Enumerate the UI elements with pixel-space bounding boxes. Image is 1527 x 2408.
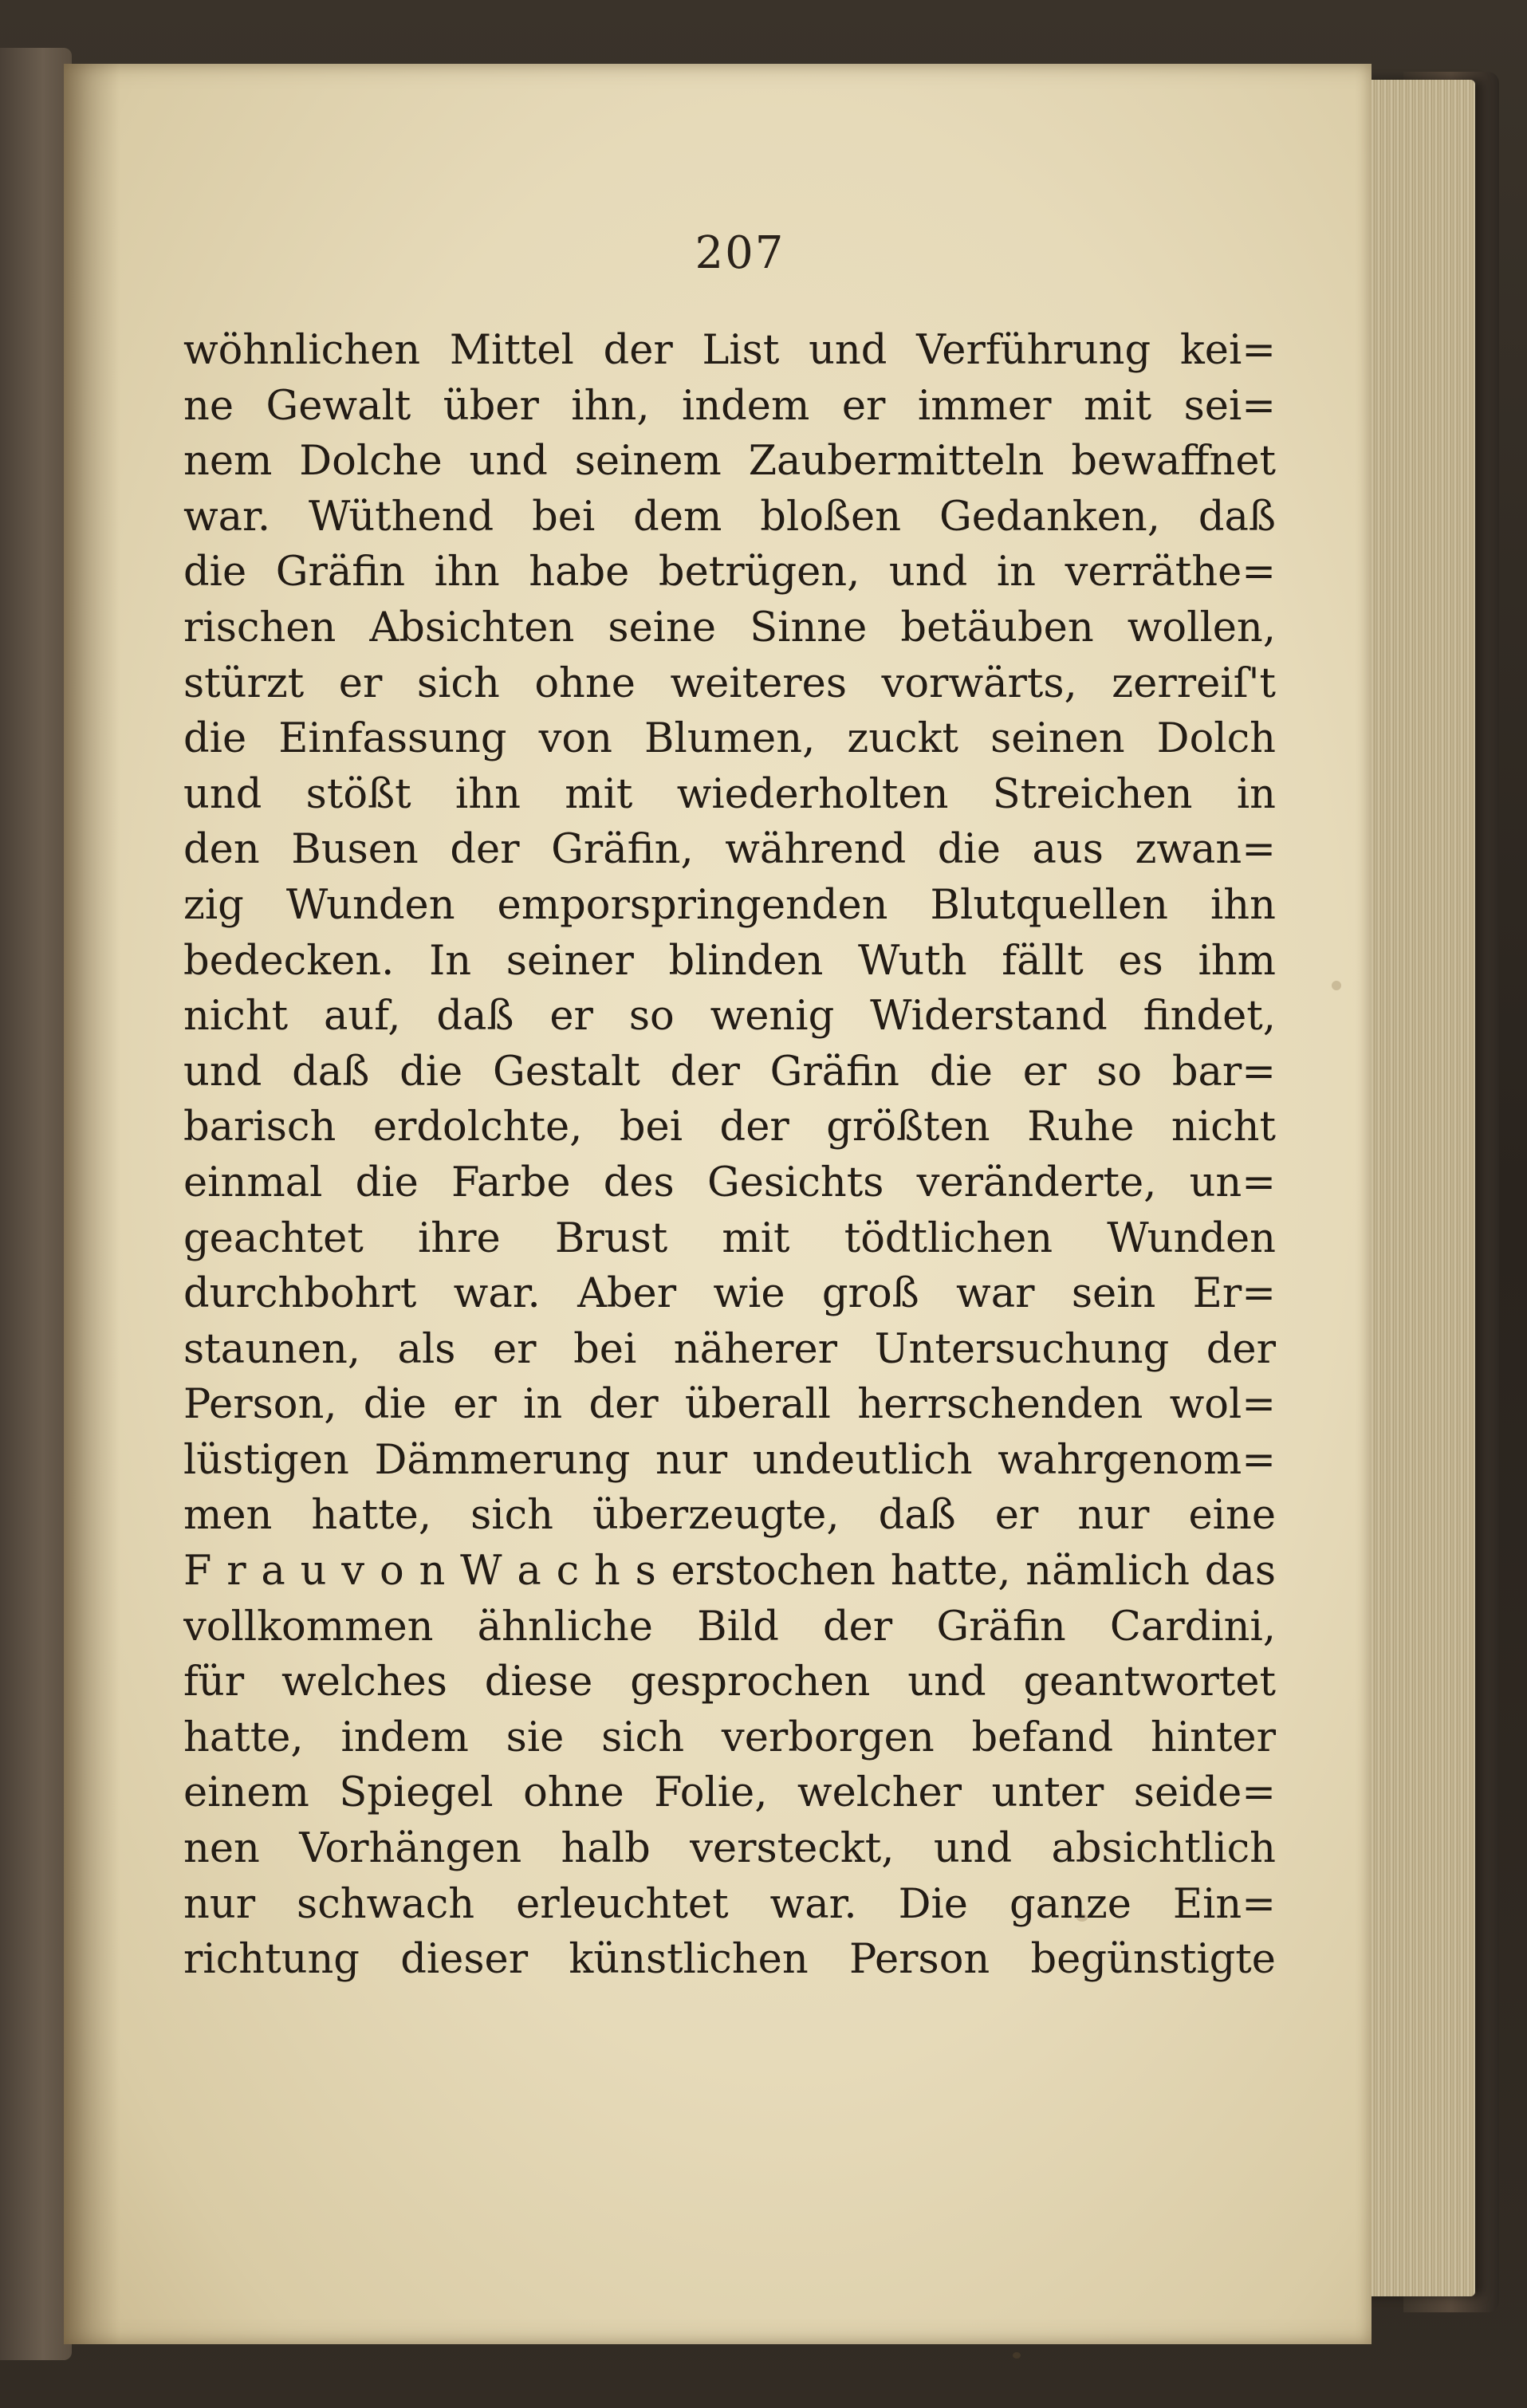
foxing-speck bbox=[1013, 2352, 1021, 2359]
text-line: richtung dieser künstlichen Person begünstigte bbox=[183, 1936, 1276, 1984]
text-line: stürzt er sich ohne weiteres vorwärts, zerreiſ't bbox=[183, 659, 1276, 707]
text-line: und daß die Gestalt der Gräfin die er so bar= bbox=[183, 1048, 1276, 1096]
text-line: den Busen der Gräfin, während die aus zwan= bbox=[183, 826, 1276, 874]
text-line: Person, die er in der überall herrschenden wol= bbox=[183, 1381, 1276, 1429]
text-line: lüstigen Dämmerung nur undeutlich wahrgenom= bbox=[183, 1436, 1276, 1484]
text-line: die Einfassung von Blumen, zuckt seinen Dolch bbox=[183, 715, 1276, 763]
book-spine-board bbox=[0, 48, 72, 2360]
page-number: 207 bbox=[695, 227, 785, 279]
text-line: war. Wüthend bei dem bloßen Gedanken, daß bbox=[183, 493, 1276, 541]
text-line: nen Vorhängen halb versteckt, und absichtlich bbox=[183, 1825, 1276, 1873]
gutter-shadow bbox=[64, 64, 120, 2344]
text-line: und stößt ihn mit wiederholten Streichen in bbox=[183, 770, 1276, 818]
text-line: einem Spiegel ohne Folie, welcher unter seide= bbox=[183, 1769, 1276, 1817]
text-line: geachtet ihre Brust mit tödtlichen Wunden bbox=[183, 1214, 1276, 1262]
text-line: vollkommen ähnliche Bild der Gräfin Cardini, bbox=[183, 1603, 1276, 1651]
text-line: bedecken. In seiner blinden Wuth fällt es ihm bbox=[183, 937, 1276, 985]
text-line: nur schwach erleuchtet war. Die ganze Ein= bbox=[183, 1880, 1276, 1928]
text-line: ne Gewalt über ihn, indem er immer mit sei= bbox=[183, 382, 1276, 430]
text-line: die Gräfin ihn habe betrügen, und in verräthe= bbox=[183, 549, 1276, 596]
text-line: hatte, indem sie sich verborgen befand hinter bbox=[183, 1714, 1276, 1761]
text-line: F r a u v o n W a c h s erstochen hatte, nämlich das bbox=[183, 1548, 1276, 1595]
page-edge-stack bbox=[1356, 80, 1475, 2296]
text-line: barisch erdolchte, bei der größten Ruhe nicht bbox=[183, 1104, 1276, 1151]
text-line: einmal die Farbe des Gesichts veränderte, un= bbox=[183, 1159, 1276, 1206]
text-line: wöhnlichen Mittel der List und Verführung kei= bbox=[183, 327, 1276, 374]
text-line: staunen, als er bei näherer Untersuchung der bbox=[183, 1325, 1276, 1373]
text-line: men hatte, sich überzeugte, daß er nur eine bbox=[183, 1492, 1276, 1540]
text-line: rischen Absichten seine Sinne betäuben wollen, bbox=[183, 604, 1276, 651]
book-page bbox=[64, 64, 1372, 2344]
text-line: nicht auf, daß er so wenig Widerstand findet, bbox=[183, 993, 1276, 1041]
text-line: nem Dolche und seinem Zaubermitteln bewaffnet bbox=[183, 438, 1276, 486]
foxing-speck bbox=[1332, 981, 1341, 990]
text-line: zig Wunden emporspringenden Blutquellen ihn bbox=[183, 881, 1276, 929]
text-line: durchbohrt war. Aber wie groß war sein Er= bbox=[183, 1270, 1276, 1318]
body-text bbox=[183, 323, 1276, 1988]
text-line: für welches diese gesprochen und geantwortet bbox=[183, 1658, 1276, 1706]
